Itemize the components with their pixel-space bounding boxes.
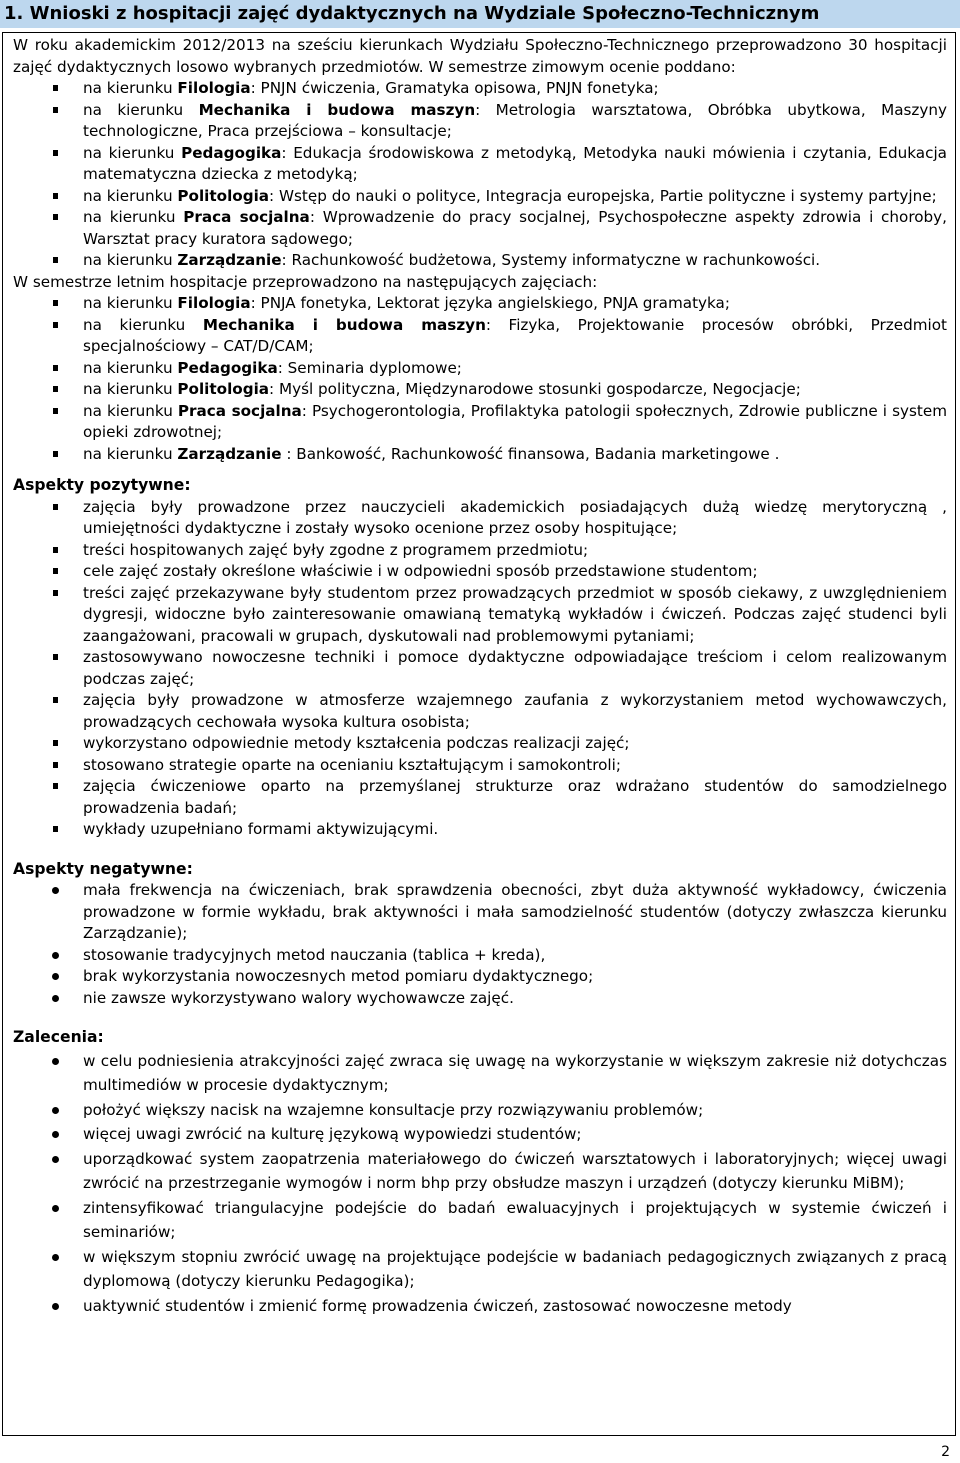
list-item [13,250,947,272]
positive-heading: Aspekty pozytywne: [13,476,191,494]
item-prefix: na kierunku [83,251,178,269]
item-text: : Metrologia warsztatowa, Obróbka ubytkowa, Maszyny technologiczne, Praca przejściowa – konsultacje; [83,100,947,140]
page-number: 2 [941,1444,950,1460]
list-item: nie zawsze wykorzystywano walory wychowawcze zajęć. [13,988,947,1010]
item-prefix: na kierunku [83,186,178,205]
list-item: w celu podniesienia atrakcyjności zajęć zwraca się uwagę na wykorzystanie w większym zakresie niż dotychczas multimediów w procesie dydaktycznym; [13,1049,947,1098]
item-prefix: na kierunku [83,208,184,226]
item-prefix: na kierunku [83,358,178,377]
item-prefix: na kierunku [83,79,178,97]
item-text: : Myśl polityczna, Międzynarodowe stosunki gospodarcze, Negocjacje; [269,380,801,398]
list-item [13,358,947,380]
item-text: : Wprowadzenie do pracy socjalnej, Psychospołeczne aspekty zdrowia i choroby, Warsztat pracy kuratora sądowego; [83,208,947,248]
field-name: Praca socjalna [177,401,302,420]
recommendations-heading: Zalecenia: [13,1028,104,1046]
intro-text: W roku akademickim 2012/2013 na sześciu kierunkach Wydziału Społeczno-Technicznego przeprowadzono 30 hospitacji zajęć dydaktycznych losowo wybranych przedmiotów. [13,36,947,76]
winter-list [13,78,947,272]
field-name: Mechanika i budowa maszyn [202,315,486,334]
list-item [13,401,947,444]
item-prefix: na kierunku [83,444,178,463]
item-prefix: na kierunku [83,100,199,119]
item-text: : Wstęp do nauki o polityce, Integracja europejska, Partie polityczne i systemy partyjne; [269,186,937,205]
item-text: : Rachunkowość budżetowa, Systemy informatyczne w rachunkowości. [281,251,821,269]
field-name: Politologia [177,380,270,398]
list-item: zajęcia były prowadzone przez nauczycieli akademickich posiadających dużą wiedzę merytoryczną , umiejętności dydaktyczne i zostały wysoko ocenione przez osoby hospitujące; [13,497,947,540]
list-item: zajęcia ćwiczeniowe oparto na przemyślanej strukturze oraz wdrażano studentów do samodzielnego prowadzenia badań; [13,776,947,819]
list-item [13,315,947,358]
list-item [13,379,947,401]
list-item: brak wykorzystania nowoczesnych metod pomiaru dydaktycznego; [13,966,947,988]
list-item: stosowano strategie oparte na ocenianiu kształtującym i samokontroli; [13,755,947,777]
item-text: : Bankowość, Rachunkowość finansowa, Badania marketingowe . [281,444,780,463]
list-item: więcej uwagi zwrócić na kulturę językową wypowiedzi studentów; [13,1122,947,1147]
summer-list [13,293,947,465]
intro-paragraph [13,35,947,78]
negative-list [13,880,947,1009]
item-text: : PNJA fonetyka, Lektorat języka angielskiego, PNJA gramatyka; [250,294,730,312]
recommendations-list [13,1049,947,1319]
list-item: uporządkować system zaopatrzenia materiałowego do ćwiczeń warsztatowych i laboratoryjnych; więcej uwagi zwrócić na przestrzeganie wymogów i norm bhp przy obsłudze maszyn i urządzeń (dotyczy kierunku MiBM); [13,1147,947,1196]
page-title: 1. Wnioski z hospitacji zajęć dydaktycznych na Wydziale Społeczno-Technicznym [0,0,960,28]
list-item: w większym stopniu zwrócić uwagę na projektujące podejście w badaniach pedagogicznych związanych z pracą dyplomową (dotyczy kierunku Pedagogika); [13,1245,947,1294]
item-text: : Fizyka, Projektowanie procesów obróbki, Przedmiot specjalnościowy – CAT/D/CAM; [83,315,947,355]
list-item: uaktywnić studentów i zmienić formę prowadzenia ćwiczeń, zastosować nowoczesne metody [13,1294,947,1319]
list-item [13,143,947,186]
item-text: : Psychogerontologia, Profilaktyka patologii społecznych, Zdrowie publiczne i system opieki zdrowotnej; [83,401,947,441]
list-item: zintensyfikować triangulacyjne podejście do badań ewaluacyjnych i projektujących w systemie ćwiczeń i seminariów; [13,1196,947,1245]
field-name: Mechanika i budowa maszyn [198,100,476,119]
list-item: zastosowywano nowoczesne techniki i pomoce dydaktyczne odpowiadające treściom i celom realizowanym podczas zajęć; [13,647,947,690]
item-prefix: na kierunku [83,380,178,398]
list-item [13,186,947,208]
item-text: : PNJN ćwiczenia, Gramatyka opisowa, PNJN fonetyka; [250,79,659,97]
list-item: treści hospitowanych zajęć były zgodne z programem przedmiotu; [13,540,947,562]
list-item: mała frekwencja na ćwiczeniach, brak sprawdzenia obecności, zbyt duża aktywność wykładowcy, ćwiczenia prowadzone w formie wykładu, brak aktywności i mała samodzielność studentów (dotyczy zwłaszcza kierunku Zarządzanie); [13,880,947,945]
list-item: położyć większy nacisk na wzajemne konsultacje przy rozwiązywaniu problemów; [13,1098,947,1123]
field-name: Pedagogika [181,143,282,162]
list-item [13,100,947,143]
list-item: cele zajęć zostały określone właściwie i w odpowiedni sposób przedstawione studentom; [13,561,947,583]
item-prefix: na kierunku [83,143,182,162]
field-name: Filologia [177,79,251,97]
field-name: Zarządzanie [177,251,282,269]
list-item: stosowanie tradycyjnych metod nauczania (tablica + kreda), [13,945,947,967]
list-item [13,293,947,315]
negative-heading: Aspekty negatywne: [13,859,193,878]
winter-intro: W semestrze zimowym ocenie poddano: [428,57,736,76]
list-item [13,444,947,466]
item-prefix: na kierunku [83,294,178,312]
list-item: wykorzystano odpowiednie metody kształcenia podczas realizacji zajęć; [13,733,947,755]
list-item: zajęcia były prowadzone w atmosferze wzajemnego zaufania z wykorzystaniem metod wychowawczych, prowadzących cechowała wysoka kultura osobista; [13,690,947,733]
document-body [2,32,956,1436]
item-prefix: na kierunku [83,401,178,420]
list-item: wykłady uzupełniano formami aktywizującymi. [13,819,947,841]
positive-list [13,497,947,841]
field-name: Zarządzanie [177,444,282,463]
item-prefix: na kierunku [83,315,203,334]
list-item [13,78,947,100]
field-name: Politologia [177,186,270,205]
summer-intro: W semestrze letnim hospitacje przeprowadzono na następujących zajęciach: [13,272,598,291]
item-text: : Edukacja środowiskowa z metodyką, Metodyka nauki mówienia i czytania, Edukacja matematyczna dziecka z metodyką; [83,143,947,183]
list-item [13,207,947,250]
field-name: Praca socjalna [183,208,310,226]
item-text: : Seminaria dyplomowe; [277,358,462,377]
list-item: treści zajęć przekazywane były studentom przez prowadzących przedmiot w sposób ciekawy, z uwzględnieniem dygresji, widoczne było zainteresowanie omawianą tematyką wykładów i ćwiczeń. Podczas zajęć studenci byli zaangażowani, pracowali w grupach, dyskutowali nad problemowymi pytaniami; [13,583,947,648]
field-name: Pedagogika [177,358,278,377]
field-name: Filologia [177,294,251,312]
